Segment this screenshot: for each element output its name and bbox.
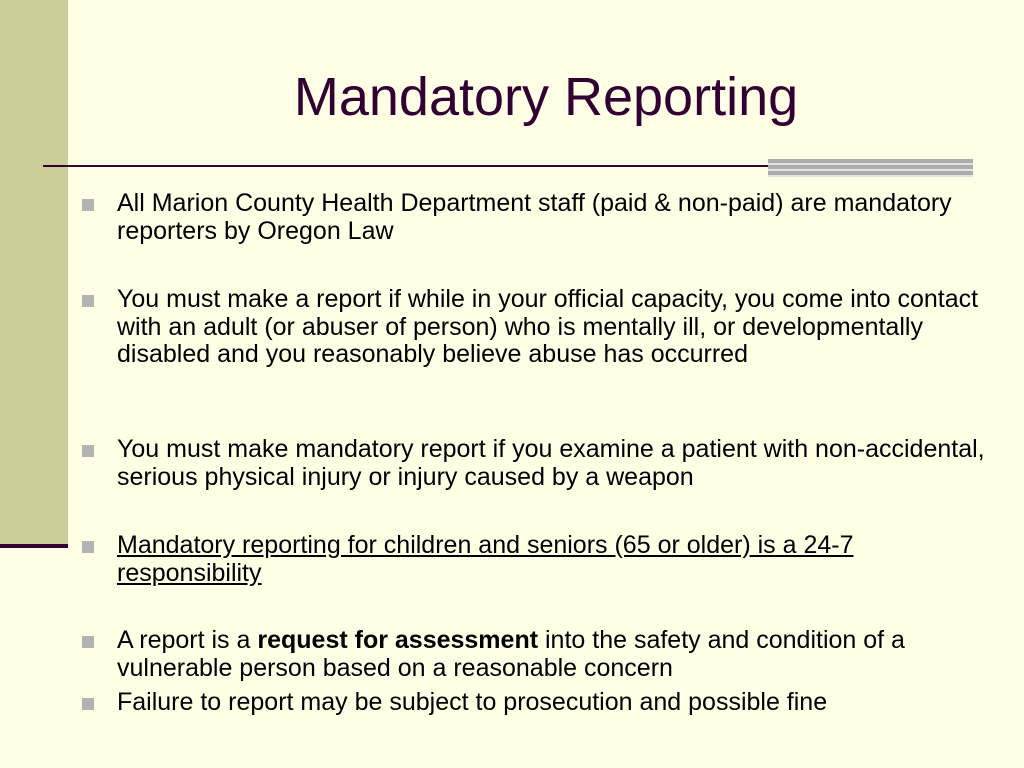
square-bullet-icon — [82, 445, 94, 457]
bullet-text-before: A report is a — [117, 626, 258, 654]
square-bullet-icon — [82, 636, 94, 648]
bullet-text-bold: request for assessment — [257, 626, 539, 654]
bullet-text: You must make mandatory report if you examine a patient with non-accidental, serious physical injury or injury caused by a weapon — [117, 435, 985, 491]
bullet-text: Failure to report may be subject to prosecution and possible fine — [117, 688, 828, 716]
bullet-text: You must make a report if while in your official capacity, you come into contact with an adult (or abuser of person) who is mentally ill, or developmentally disabled and you reasonably believe abuse has occurred — [117, 285, 979, 368]
bullet-text-after: into the safety and condition of a vulnerable person based on a reasonable concern — [117, 626, 905, 682]
bullet-text: All Marion County Health Department staff (paid & non-paid) are mandatory reporters by Oregon Law — [117, 189, 952, 245]
slide-title: Mandatory Reporting — [293, 67, 799, 127]
square-bullet-icon — [82, 698, 94, 710]
square-bullet-icon — [82, 199, 94, 211]
bullet-item — [117, 190, 997, 245]
bullet-item — [117, 532, 997, 587]
bullet-item — [117, 689, 997, 717]
bullet-text-underlined: Mandatory reporting for children and seniors (65 or older) is a 24-7 responsibility — [117, 531, 854, 587]
bullet-item — [117, 436, 997, 491]
square-bullet-icon — [82, 295, 94, 307]
bullet-item — [117, 286, 997, 369]
bullet-item — [117, 627, 997, 682]
square-bullet-icon — [82, 541, 94, 553]
